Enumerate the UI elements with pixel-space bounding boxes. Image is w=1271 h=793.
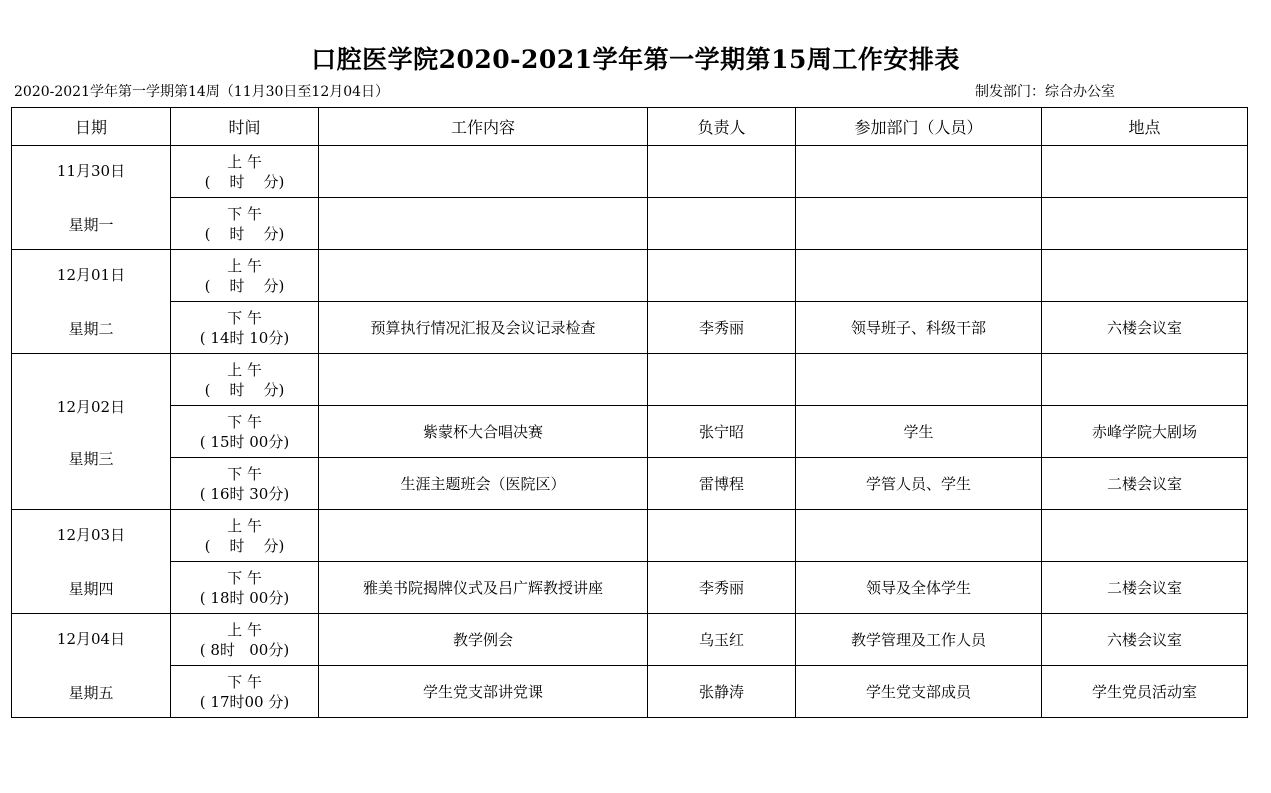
table-row (12, 562, 1248, 614)
schedule-table (11, 107, 1248, 718)
date-cell (12, 614, 171, 718)
table-row (12, 510, 1248, 562)
table-row (12, 666, 1248, 718)
leader-cell (648, 250, 796, 302)
issuing-department-label: 制发部门：综合办公室 (975, 84, 1115, 100)
location-cell (1042, 250, 1248, 302)
header-location: 地点 (1042, 108, 1248, 146)
time-label: ( 时 分) (204, 536, 285, 555)
date-label: 12月03日 (56, 526, 126, 544)
period-label: 下 午 (227, 308, 262, 327)
period-label: 下 午 (227, 672, 262, 691)
location-cell: 六楼会议室 (1042, 302, 1248, 354)
period-label: 上 午 (227, 360, 262, 379)
time-label: ( 时 分) (204, 224, 285, 243)
content-cell (319, 510, 648, 562)
header-date: 日期 (12, 108, 171, 146)
time-label: ( 15时 00分) (199, 432, 290, 451)
location-cell (1042, 146, 1248, 198)
header-row (12, 108, 1248, 146)
table-row (12, 458, 1248, 510)
participants-cell: 学管人员、学生 (796, 458, 1042, 510)
location-cell (1042, 198, 1248, 250)
participants-cell: 领导班子、科级干部 (796, 302, 1042, 354)
table-row (12, 198, 1248, 250)
content-cell: 预算执行情况汇报及会议记录检查 (319, 302, 648, 354)
participants-cell: 领导及全体学生 (796, 562, 1042, 614)
time-label: ( 16时 30分) (199, 484, 290, 503)
leader-cell: 张宁昭 (648, 406, 796, 458)
time-label: ( 时 分) (204, 380, 285, 399)
participants-cell: 学生党支部成员 (796, 666, 1042, 718)
table-row (12, 614, 1248, 666)
location-cell: 二楼会议室 (1042, 458, 1248, 510)
table-row (12, 406, 1248, 458)
header-leader: 负责人 (648, 108, 796, 146)
time-cell (171, 666, 319, 718)
location-cell (1042, 510, 1248, 562)
weekday-label: 星期一 (68, 216, 114, 234)
date-cell (12, 510, 171, 614)
content-cell (319, 146, 648, 198)
content-cell (319, 354, 648, 406)
time-cell (171, 614, 319, 666)
participants-cell (796, 354, 1042, 406)
weekday-label: 星期四 (68, 580, 114, 598)
date-label: 12月02日 (56, 398, 126, 416)
location-cell: 二楼会议室 (1042, 562, 1248, 614)
participants-cell (796, 198, 1042, 250)
time-label: ( 时 分) (204, 276, 285, 295)
time-label: ( 时 分) (204, 172, 285, 191)
leader-cell: 雷博程 (648, 458, 796, 510)
time-label: ( 17时00 分) (199, 692, 290, 711)
participants-cell (796, 510, 1042, 562)
time-label: ( 18时 00分) (199, 588, 290, 607)
period-label: 下 午 (227, 464, 262, 483)
content-cell: 雅美书院揭牌仪式及吕广辉教授讲座 (319, 562, 648, 614)
time-cell (171, 250, 319, 302)
time-label: ( 14时 10分) (199, 328, 290, 347)
time-label: ( 8时 00分) (199, 640, 290, 659)
date-cell (12, 250, 171, 354)
period-label: 上 午 (227, 152, 262, 171)
header-time: 时间 (171, 108, 319, 146)
time-cell (171, 510, 319, 562)
location-cell: 学生党员活动室 (1042, 666, 1248, 718)
leader-cell (648, 198, 796, 250)
header-content: 工作内容 (319, 108, 648, 146)
time-cell (171, 198, 319, 250)
header-participants: 参加部门（人员） (796, 108, 1042, 146)
content-cell: 学生党支部讲党课 (319, 666, 648, 718)
location-cell (1042, 354, 1248, 406)
period-label: 上 午 (227, 620, 262, 639)
table-row (12, 250, 1248, 302)
weekday-label: 星期三 (68, 450, 114, 468)
time-cell (171, 458, 319, 510)
date-cell (12, 146, 171, 250)
date-cell (12, 354, 171, 510)
date-label: 12月01日 (56, 266, 126, 284)
leader-cell: 乌玉红 (648, 614, 796, 666)
content-cell (319, 198, 648, 250)
content-cell: 教学例会 (319, 614, 648, 666)
leader-cell: 张静涛 (648, 666, 796, 718)
week-range-label: 2020-2021学年第一学期第14周（11月30日至12月04日） (14, 84, 390, 100)
table-row (12, 146, 1248, 198)
leader-cell: 李秀丽 (648, 562, 796, 614)
participants-cell: 教学管理及工作人员 (796, 614, 1042, 666)
leader-cell (648, 146, 796, 198)
content-cell (319, 250, 648, 302)
location-cell: 六楼会议室 (1042, 614, 1248, 666)
leader-cell: 李秀丽 (648, 302, 796, 354)
time-cell (171, 146, 319, 198)
leader-cell (648, 354, 796, 406)
date-label: 12月04日 (56, 630, 126, 648)
period-label: 上 午 (227, 516, 262, 535)
date-label: 11月30日 (56, 162, 126, 180)
participants-cell (796, 250, 1042, 302)
period-label: 下 午 (227, 568, 262, 587)
weekday-label: 星期五 (68, 684, 114, 702)
period-label: 上 午 (227, 256, 262, 275)
time-cell (171, 302, 319, 354)
content-cell: 紫蒙杯大合唱决赛 (319, 406, 648, 458)
table-row (12, 354, 1248, 406)
time-cell (171, 406, 319, 458)
content-cell: 生涯主题班会（医院区） (319, 458, 648, 510)
page-title: 口腔医学院2020-2021学年第一学期第15周工作安排表 (311, 45, 960, 74)
period-label: 下 午 (227, 412, 262, 431)
table-row (12, 302, 1248, 354)
period-label: 下 午 (227, 204, 262, 223)
leader-cell (648, 510, 796, 562)
location-cell: 赤峰学院大剧场 (1042, 406, 1248, 458)
time-cell (171, 354, 319, 406)
weekday-label: 星期二 (68, 320, 114, 338)
participants-cell (796, 146, 1042, 198)
participants-cell: 学生 (796, 406, 1042, 458)
time-cell (171, 562, 319, 614)
